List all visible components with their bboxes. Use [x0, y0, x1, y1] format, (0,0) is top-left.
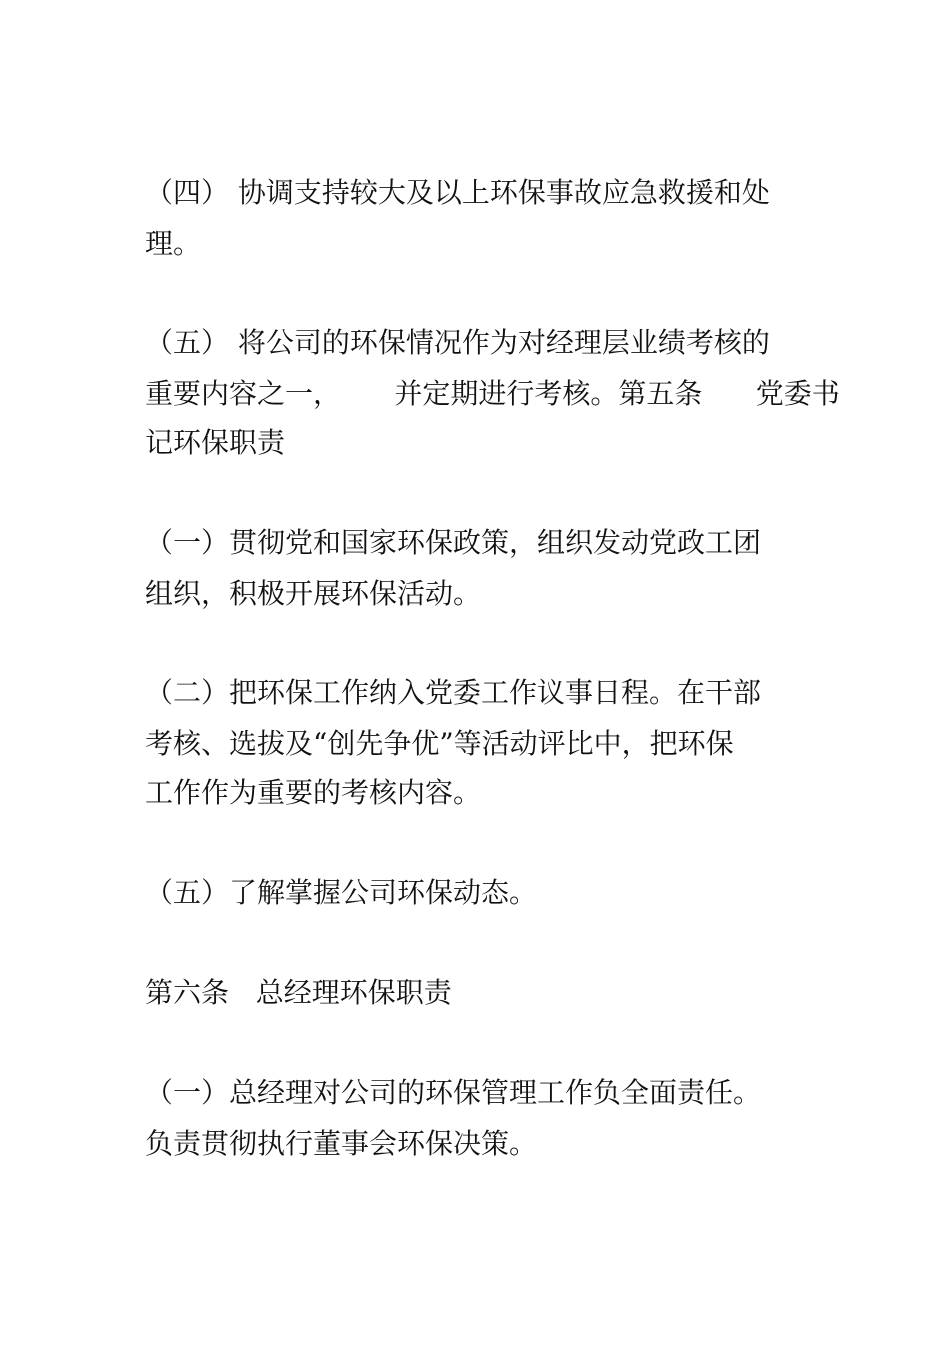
paragraph-line: （一）总经理对公司的环保管理工作负全面责任。 — [145, 1076, 762, 1109]
paragraph-line: 记环保职责 — [145, 426, 286, 459]
paragraph-line: （四） 协调支持较大及以上环保事故应急救援和处 — [145, 176, 770, 209]
paragraph-line: （五） 将公司的环保情况作为对经理层业绩考核的 — [145, 326, 770, 359]
paragraph-line: （二）把环保工作纳入党委工作议事日程。在干部 — [145, 676, 762, 709]
section-heading-line: 第六条 总经理环保职责 — [145, 976, 452, 1009]
paragraph-line: 重要内容之一， 并定期进行考核。第五条 党委书 — [145, 377, 840, 410]
paragraph-line: 工作作为重要的考核内容。 — [145, 776, 482, 809]
paragraph-line: 负责贯彻执行董事会环保决策。 — [145, 1127, 538, 1160]
paragraph-line: （五）了解掌握公司环保动态。 — [145, 876, 538, 909]
paragraph-line: 理。 — [145, 227, 202, 260]
paragraph-line: （一）贯彻党和国家环保政策，组织发动党政工团 — [145, 526, 762, 559]
paragraph-line: 组织，积极开展环保活动。 — [145, 577, 482, 610]
paragraph-line: 考核、选拔及“创先争优”等活动评比中，把环保 — [145, 727, 734, 760]
